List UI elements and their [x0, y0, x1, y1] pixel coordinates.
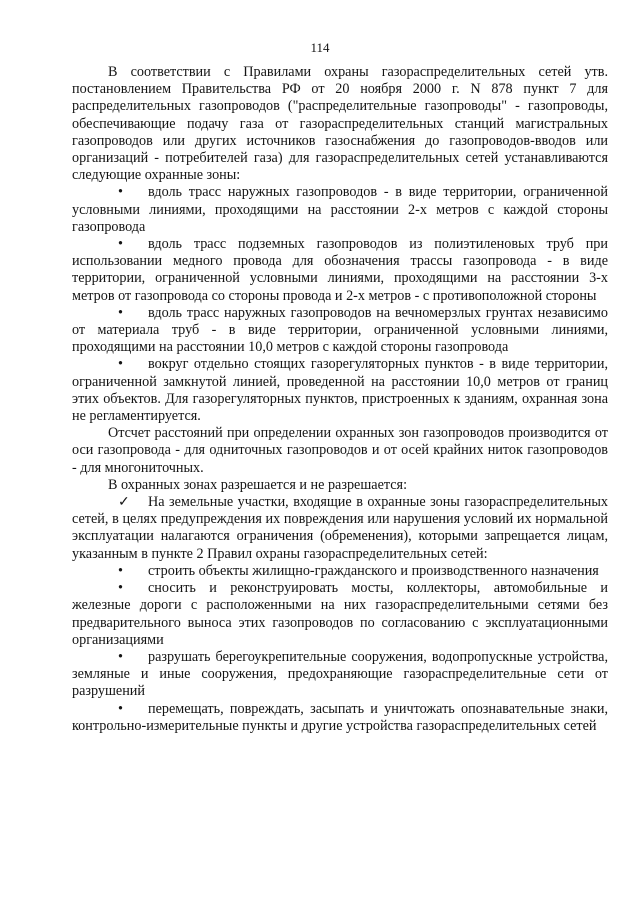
list-item-text: вдоль трасс подземных газопроводов из полиэтиленовых труб при использовании медного провода для обозначения трассы газопровода - в виде территории, ограниченной условными линиями, проходящими на расстоянии 3-х метров от газопровода со стороны провода и 2-х метров - с противоположной стороны: [72, 236, 608, 304]
list-item-ban-2: [72, 580, 608, 649]
intro-paragraph: В соответствии с Правилами охраны газораспределительных сетей утв. постановлением Правительства РФ от 20 ноября 2000 г. N 878 пункт 7 для распределительных газопроводов ("распределительные газопроводы" - газопроводы, обеспечивающие подачу газа от газораспределительных станций магистральных газопроводов или других источников газоснабжения до газопроводов-вводов или организаций - потребителей газа) для газораспределительных сетей устанавливаются следующие охранные зоны:: [72, 64, 608, 184]
list-item-text: На земельные участки, входящие в охранные зоны газораспределительных сетей, в целях предупреждения их повреждения или нарушения условий их нормальной эксплуатации налагаются ограничения (обременения), которыми запрещается лицам, указанным в пункте 2 Правил охраны газораспределительных сетей:: [72, 494, 608, 562]
list-item-text: перемещать, повреждать, засыпать и уничтожать опознавательные знаки, контрольно-измерительные пункты и другие устройства газораспределительных сетей: [72, 700, 608, 734]
list-item-text: строить объекты жилищно-гражданского и производственного назначения: [148, 562, 599, 579]
list-item-text: разрушать берегоукрепительные сооружения, водопропускные устройства, земляные и иные сооружения, предохраняющие газораспределительные сети от разрушений: [72, 648, 608, 700]
document-body: [72, 64, 608, 735]
measurement-paragraph: Отсчет расстояний при определении охранных зон газопроводов производится от оси газопровода - для одниточных газопроводов и от осей крайних ниток газопроводов - для многониточных.: [72, 425, 608, 476]
allowed-intro-paragraph: В охранных зонах разрешается и не разрешается:: [108, 476, 408, 493]
list-item-text: вдоль трасс наружных газопроводов - в виде территории, ограниченной условными линиями, проходящими на расстоянии 2-х метров с каждой стороны газопровода: [72, 184, 608, 235]
list-item-zone-4: [72, 356, 608, 425]
bullet-icon: •: [118, 304, 123, 321]
bullet-icon: •: [118, 580, 123, 597]
bullet-icon: •: [118, 356, 123, 373]
checkmark-icon: ✓: [118, 494, 130, 511]
bullet-icon: •: [118, 700, 123, 717]
bullet-icon: •: [118, 648, 123, 665]
list-item-zone-2: [72, 236, 608, 305]
bullet-icon: •: [118, 562, 123, 579]
page-number: 114: [310, 40, 330, 55]
list-item-text: вокруг отдельно стоящих газорегуляторных пунктов - в виде территории, ограниченной замкнутой линией, проведенной на расстоянии 10,0 метров от границ этих объектов. Для газорегуляторных пунктов, пристроенных к зданиям, охранная зона не регламентируется.: [72, 356, 608, 425]
list-item-restriction: [72, 494, 608, 563]
list-item-ban-1: [72, 563, 608, 580]
list-item-text: сносить и реконструировать мосты, коллекторы, автомобильные и железные дороги с расположенными на них газораспределительными сетями без предварительного выноса этих газопроводов по согласованию с эксплуатационными организациями: [72, 580, 608, 648]
list-item-text: вдоль трасс наружных газопроводов на вечномерзлых грунтах независимо от материала труб - в виде территории, ограниченной условными линиями, проходящими на расстоянии 10,0 метров с каждой стороны газопровода: [72, 304, 608, 356]
bullet-icon: •: [118, 236, 123, 253]
list-item-zone-3: [72, 305, 608, 357]
bullet-icon: •: [118, 184, 123, 201]
list-item-zone-1: [72, 184, 608, 236]
list-item-ban-3: [72, 649, 608, 701]
list-item-ban-4: [72, 701, 608, 735]
